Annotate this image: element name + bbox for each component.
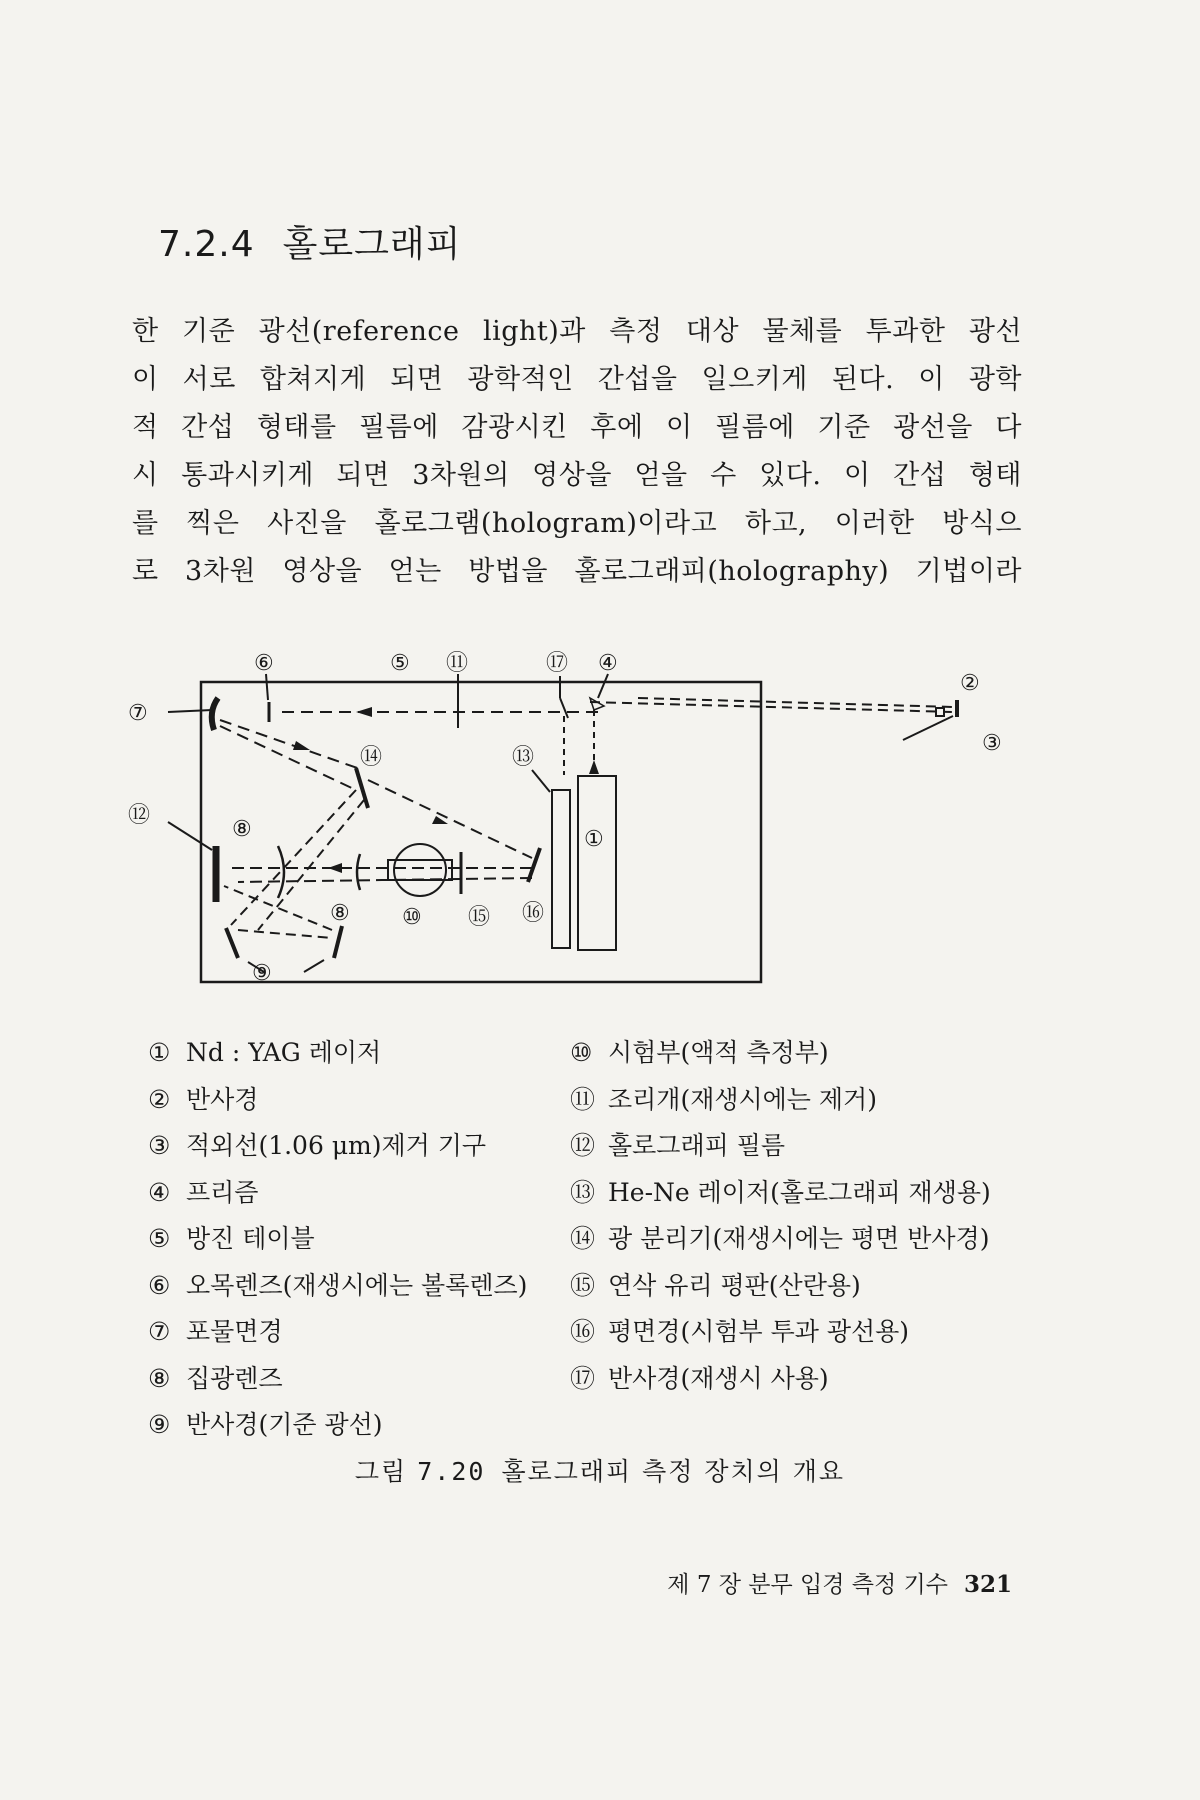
hene-laser-13 [552, 790, 570, 948]
legend-item [570, 1077, 991, 1124]
plane-mirror-16 [528, 848, 540, 882]
legend-item [148, 1170, 527, 1217]
legend-item [148, 1216, 527, 1263]
parabolic-mirror-7 [212, 698, 218, 730]
legend-item [570, 1170, 991, 1217]
legend-text: Nd : YAG 레이저 [186, 1038, 382, 1067]
test-section-10 [394, 844, 446, 896]
prism-4 [590, 698, 604, 710]
vibration-table [201, 682, 761, 982]
legend-item [148, 1077, 527, 1124]
legend-text: 오목렌즈(재생시에는 볼록렌즈) [186, 1270, 528, 1300]
paragraph-line: 이 서로 합쳐지게 되면 광학적인 간섭을 일으키게 된다. 이 광학 [132, 364, 1022, 395]
caption-number: 7.20 [417, 1457, 486, 1486]
paragraph-line: 로 3차원 영상을 얻는 방법을 홀로그래피(holography) 기법이라 [132, 556, 1022, 587]
body-paragraph [132, 308, 1022, 596]
external-beam-return [638, 698, 953, 707]
legend-item [570, 1309, 991, 1356]
legend-item [570, 1216, 991, 1263]
legend-text: He-Ne 레이저(홀로그래피 재생용) [608, 1177, 991, 1207]
paragraph-line: 적 간섭 형태를 필름에 감광시킨 후에 이 필름에 기준 광선을 다 [132, 412, 1022, 443]
legend-item [570, 1356, 991, 1403]
section-number: 7.2.4 [158, 224, 255, 265]
legend-mark: ③ [148, 1131, 171, 1160]
chapter-title: 제 7 장 분무 입경 측정 기수 [667, 1572, 948, 1598]
label-12: ⑫ [128, 803, 151, 828]
legend-item [148, 1356, 527, 1403]
legend-mark: ⑭ [570, 1224, 596, 1253]
legend-mark: ⑪ [570, 1084, 596, 1114]
label-10: ⑩ [402, 905, 422, 930]
legend-mark: ⑥ [148, 1270, 171, 1300]
legend-item [148, 1309, 527, 1356]
paragraph-line: 시 통과시키게 되면 3차원의 영상을 얻을 수 있다. 이 간섭 형태 [132, 460, 1022, 491]
legend-text: 반사경(재생시 사용) [608, 1363, 829, 1393]
reflector-17 [560, 698, 568, 718]
legend-mark: ① [148, 1038, 171, 1067]
legend-text: 조리개(재생시에는 제거) [608, 1084, 877, 1114]
legend-item [148, 1030, 527, 1077]
figure-caption [0, 1452, 1200, 1488]
label-9: ⑨ [252, 961, 272, 986]
legend-text: 시험부(액적 측정부) [608, 1038, 829, 1067]
reference-mirror-9a [226, 928, 238, 958]
label-2: ② [960, 671, 980, 696]
label-7: ⑦ [128, 701, 148, 726]
paragraph-line: 를 찍은 사진을 홀로그램(hologram)이라고 하고, 이러한 방식으 [132, 508, 1022, 539]
legend-item [148, 1263, 527, 1310]
caption-prefix: 그림 [354, 1457, 408, 1486]
label-16: ⑯ [522, 901, 545, 926]
legend-item [148, 1123, 527, 1170]
legend-mark: ⑮ [570, 1270, 596, 1300]
external-beam [590, 702, 953, 712]
legend-text: 적외선(1.06 μm)제거 기구 [186, 1131, 487, 1160]
label-6: ⑥ [254, 651, 274, 676]
legend-mark: ⑦ [148, 1317, 171, 1346]
label-5: ⑤ [390, 651, 410, 676]
holography-setup-diagram [128, 640, 1028, 1020]
legend-item [148, 1402, 527, 1449]
legend-mark: ⑤ [148, 1224, 171, 1253]
label-3: ③ [982, 731, 1002, 756]
section-title: 홀로그래피 [282, 224, 462, 265]
legend-text: 광 분리기(재생시에는 평면 반사경) [608, 1224, 990, 1253]
legend-item [570, 1263, 991, 1310]
reference-mirror-9b [334, 926, 342, 958]
condenser-lens-8 [357, 854, 360, 890]
page-footer [667, 1566, 1012, 1599]
legend-text: 방진 테이블 [186, 1224, 315, 1253]
legend-mark: ⑰ [570, 1363, 596, 1393]
label-8-top: ⑧ [232, 817, 252, 842]
paragraph-line: 한 기준 광선(reference light)과 측정 대상 물체를 투과한 광선 [132, 316, 1022, 347]
legend-text: 반사경 [186, 1084, 259, 1114]
legend-mark: ⑩ [570, 1038, 593, 1067]
legend-right [570, 1030, 991, 1402]
legend-text: 반사경(기준 광선) [186, 1410, 383, 1439]
legend-mark: ⑨ [148, 1410, 171, 1439]
legend-left [148, 1030, 527, 1449]
legend-text: 평면경(시험부 투과 광선용) [608, 1317, 910, 1346]
ndyag-laser-1 [578, 776, 616, 950]
label-11: ⑪ [446, 651, 469, 676]
legend-text: 프리즘 [186, 1177, 259, 1207]
label-8-bottom: ⑧ [330, 901, 350, 926]
legend-mark: ⑧ [148, 1363, 171, 1393]
label-14: ⑭ [360, 745, 383, 770]
label-1: ① [584, 827, 604, 852]
legend-mark: ⑯ [570, 1317, 596, 1346]
label-15: ⑮ [468, 905, 491, 930]
caption-text: 홀로그래피 측정 장치의 개요 [501, 1457, 846, 1486]
legend-text: 연삭 유리 평판(산란용) [608, 1270, 861, 1300]
label-4: ④ [598, 651, 618, 676]
legend-mark: ② [148, 1084, 171, 1114]
ir-filter-3 [936, 708, 944, 716]
legend-mark: ⑫ [570, 1131, 596, 1160]
legend-item [570, 1123, 991, 1170]
legend-text: 홀로그래피 필름 [608, 1131, 785, 1160]
label-13: ⑬ [512, 745, 535, 770]
page-number: 321 [963, 1571, 1012, 1598]
legend-mark: ⑬ [570, 1177, 596, 1207]
label-17: ⑰ [546, 651, 569, 676]
legend-text: 포물면경 [186, 1317, 283, 1346]
legend-text: 집광렌즈 [186, 1363, 283, 1393]
legend-item [570, 1030, 991, 1077]
section-heading [158, 216, 462, 267]
legend-mark: ④ [148, 1177, 171, 1207]
